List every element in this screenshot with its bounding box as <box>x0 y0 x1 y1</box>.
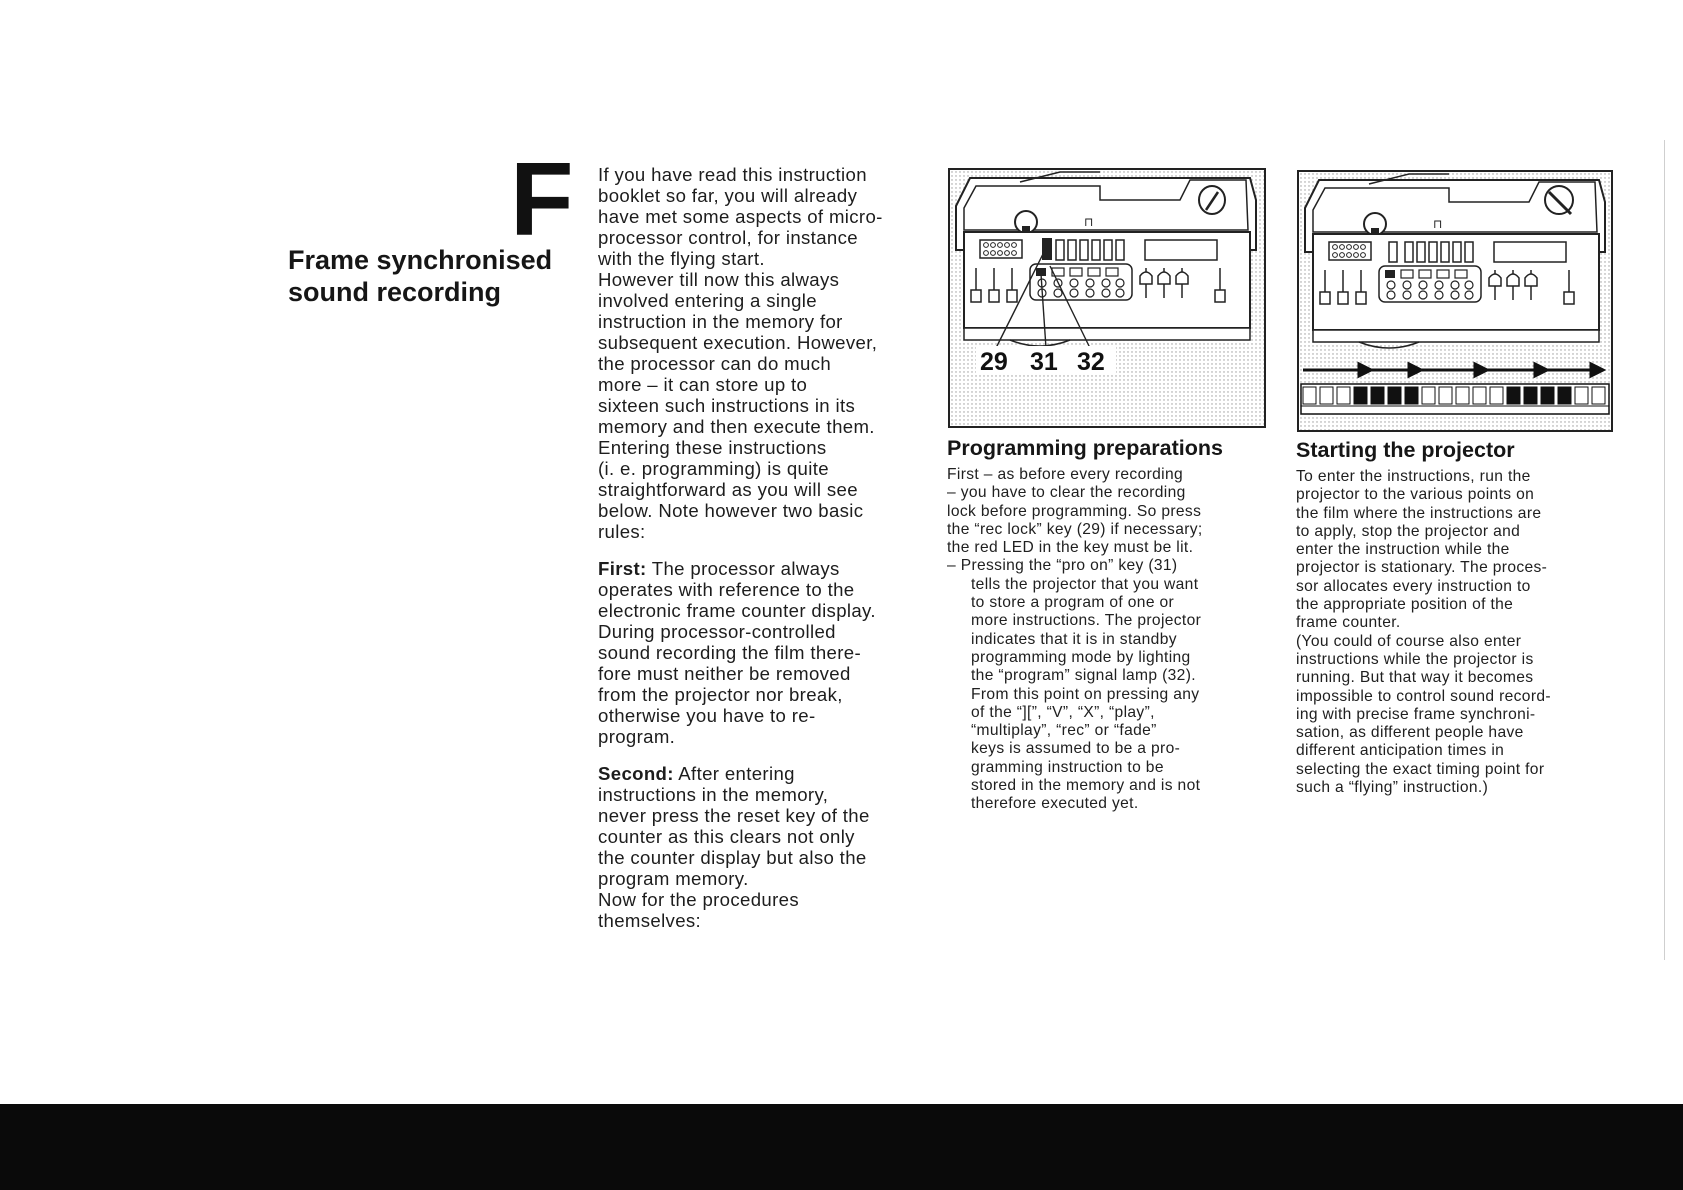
film-frame <box>1507 387 1520 404</box>
text-line: never press the reset key of the <box>598 805 870 826</box>
text-line: electronic frame counter display. <box>598 600 876 621</box>
text-line: ing with precise frame synchroni- <box>1296 705 1536 723</box>
text-line: of the “][”, “V”, “X”, “play”, <box>971 703 1155 721</box>
text-line: gramming instruction to be <box>971 758 1164 776</box>
text-line: from the projector nor break, <box>598 684 843 705</box>
text-line: instruction in the memory for <box>598 311 843 332</box>
film-frame <box>1337 387 1350 404</box>
text-line: have met some aspects of micro- <box>598 206 883 227</box>
figure-starting-projector <box>1297 170 1613 432</box>
text-line: otherwise you have to re- <box>598 705 816 726</box>
text-line: enter the instruction while the <box>1296 541 1510 559</box>
film-frame <box>1524 387 1537 404</box>
text-line: First – as before every recording <box>947 466 1184 483</box>
page-edge-line <box>1664 140 1665 960</box>
projector-panel-illustration <box>950 170 1264 426</box>
text-line: impossible to control sound record- <box>1296 687 1551 705</box>
rule-second-label: Second: <box>598 763 674 784</box>
text-line: Entering these instructions <box>598 437 827 458</box>
film-frame <box>1439 387 1452 404</box>
programming-heading: Programming preparations <box>947 436 1223 460</box>
text-line: sixteen such instructions in its <box>598 395 856 416</box>
callout-31: 31 <box>1030 348 1058 376</box>
film-frame <box>1354 387 1367 404</box>
text-line: projector is stationary. The proces- <box>1296 559 1548 577</box>
text-line: If you have read this instruction <box>598 164 867 185</box>
film-frame <box>1303 387 1316 404</box>
text-line: lock before programming. So press <box>947 502 1202 520</box>
text-line <box>598 558 920 579</box>
text-line: such a “flying” instruction.) <box>1296 779 1489 797</box>
text-line: tells the projector that you want <box>971 575 1199 593</box>
starting-column <box>1296 468 1608 797</box>
text-line: instructions in the memory, <box>598 784 829 805</box>
text-line: “multiplay”, “rec” or “fade” <box>971 722 1157 740</box>
text-line: straightforward as you will see <box>598 479 858 500</box>
film-frame <box>1388 387 1401 404</box>
rule-first-label: First: <box>598 558 647 579</box>
film-frame <box>1320 387 1333 404</box>
section-title <box>288 244 588 308</box>
film-frame <box>1575 387 1588 404</box>
text-line: subsequent execution. However, <box>598 332 878 353</box>
section-title-line-1: Frame synchronised <box>288 245 553 275</box>
text-line: counter as this clears not only <box>598 826 855 847</box>
film-frame <box>1456 387 1469 404</box>
intro-column <box>598 164 920 947</box>
text-line: involved entering a single <box>598 290 817 311</box>
text-line: the red LED in the key must be lit. <box>947 539 1194 557</box>
text-line: sound recording the film there- <box>598 642 862 663</box>
film-frame <box>1473 387 1486 404</box>
text-line: program memory. <box>598 868 749 889</box>
callout-32: 32 <box>1077 348 1105 376</box>
svg-text:⊓: ⊓ <box>1084 215 1094 229</box>
film-frame <box>1371 387 1384 404</box>
film-frame <box>1422 387 1435 404</box>
text-line: therefore executed yet. <box>971 795 1139 813</box>
text-run: The processor always <box>646 558 840 579</box>
intro-paragraph <box>598 164 920 542</box>
rule-second-paragraph <box>598 763 920 931</box>
text-line: the counter display but also the <box>598 847 867 868</box>
text-line: the appropriate position of the <box>1296 596 1514 614</box>
text-line: To enter the instructions, run the <box>1296 468 1531 485</box>
text-line: with the flying start. <box>598 248 765 269</box>
text-line: rules: <box>598 521 646 542</box>
text-line: (You could of course also enter <box>1296 632 1522 650</box>
text-line: more instructions. The projector <box>971 612 1202 630</box>
text-line: programming mode by lighting <box>971 648 1191 666</box>
text-line: – Pressing the “pro on” key (31) <box>947 557 1178 575</box>
text-line: the film where the instructions are <box>1296 504 1542 522</box>
svg-text:⊓: ⊓ <box>1433 217 1443 231</box>
film-frame <box>1405 387 1418 404</box>
text-line: frame counter. <box>1296 614 1401 632</box>
figure-programming-panel <box>948 168 1266 428</box>
text-line: – you have to clear the recording <box>947 484 1186 502</box>
text-line: below. Note however two basic <box>598 500 864 521</box>
text-line: booklet so far, you will already <box>598 185 858 206</box>
bottom-black-band <box>0 1104 1683 1190</box>
text-line: From this point on pressing any <box>971 685 1200 703</box>
film-frame <box>1592 387 1605 404</box>
text-line: to store a program of one or <box>971 594 1175 612</box>
text-line: During processor-controlled <box>598 621 836 642</box>
film-frame <box>1490 387 1503 404</box>
text-line: stored in the memory and is not <box>971 777 1201 795</box>
text-line: memory and then execute them. <box>598 416 875 437</box>
text-line: processor control, for instance <box>598 227 858 248</box>
text-line: the “program” signal lamp (32). <box>971 667 1196 685</box>
text-line: sation, as different people have <box>1296 724 1524 742</box>
section-letter: F <box>510 142 574 258</box>
text-line: operates with reference to the <box>598 579 855 600</box>
text-line: keys is assumed to be a pro- <box>971 740 1181 758</box>
projector-filmstrip-illustration <box>1299 172 1611 430</box>
text-line: running. But that way it becomes <box>1296 669 1534 687</box>
starting-heading: Starting the projector <box>1296 438 1515 462</box>
text-run: After entering <box>673 763 795 784</box>
text-line: program. <box>598 726 676 747</box>
text-line: the “rec lock” key (29) if necessary; <box>947 520 1203 538</box>
text-line: selecting the exact timing point for <box>1296 760 1545 778</box>
text-line: (i. e. programming) is quite <box>598 458 829 479</box>
text-line <box>598 763 920 784</box>
text-line: instructions while the projector is <box>1296 650 1534 668</box>
text-line: indicates that it is in standby <box>971 630 1177 648</box>
text-line: sor allocates every instruction to <box>1296 577 1531 595</box>
text-line: Now for the procedures <box>598 889 799 910</box>
text-line: more – it can store up to <box>598 374 808 395</box>
text-line: However till now this always <box>598 269 840 290</box>
film-frame <box>1541 387 1554 404</box>
programming-column <box>947 466 1267 814</box>
text-line: the processor can do much <box>598 353 832 374</box>
text-line: themselves: <box>598 910 702 931</box>
text-line: to apply, stop the projector and <box>1296 522 1521 540</box>
callout-29: 29 <box>980 348 1008 376</box>
text-line: projector to the various points on <box>1296 486 1535 504</box>
section-title-line-2: sound recording <box>288 277 502 307</box>
text-line: fore must neither be removed <box>598 663 851 684</box>
rule-first-paragraph <box>598 558 920 747</box>
text-line: different anticipation times in <box>1296 742 1505 760</box>
film-frame <box>1558 387 1571 404</box>
